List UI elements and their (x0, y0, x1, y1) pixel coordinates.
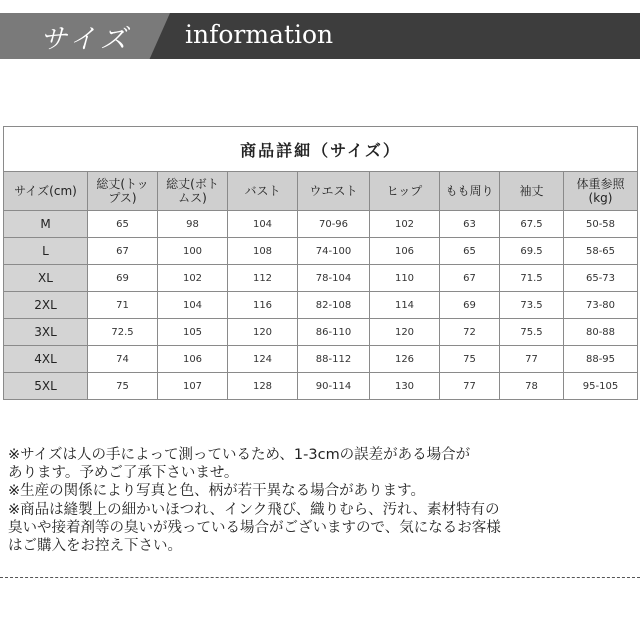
table-cell: 69.5 (500, 238, 564, 265)
table-cell: 110 (370, 265, 440, 292)
column-header-text: プス) (108, 191, 137, 205)
column-header-text: ウエスト (309, 184, 358, 198)
table-cell: 112 (228, 265, 298, 292)
table-cell: 100 (158, 238, 228, 265)
dashed-divider (0, 577, 640, 578)
table-cell: 86-110 (298, 319, 370, 346)
size-label-cell: 2XL (4, 292, 88, 319)
table-cell: 67.5 (500, 211, 564, 238)
column-header (500, 172, 564, 211)
table-cell: 90-114 (298, 373, 370, 400)
table-cell: 75 (440, 346, 500, 373)
table-cell: 77 (500, 346, 564, 373)
note-line: はご購入をお控え下さい。 (8, 538, 182, 555)
table-cell: 104 (228, 211, 298, 238)
table-cell: 124 (228, 346, 298, 373)
header-title-en: information (185, 20, 334, 49)
note-line: ※生産の関係により写真と色、柄が若干異なる場合があります。 (8, 483, 425, 500)
note-line: ※サイズは人の手によって測っているため、1-3cmの誤差がある場合が (8, 447, 471, 463)
notes-list (8, 446, 636, 555)
table-cell: 73.5 (500, 292, 564, 319)
size-table (3, 126, 637, 400)
table-cell: 82-108 (298, 292, 370, 319)
table-cell: 88-112 (298, 346, 370, 373)
table-row (4, 238, 638, 265)
column-header (440, 172, 500, 211)
table-cell: 74 (88, 346, 158, 373)
table-row (4, 346, 638, 373)
table-cell: 120 (228, 319, 298, 346)
table-cell: 130 (370, 373, 440, 400)
column-header-text: 総丈(トッ (96, 177, 149, 191)
column-header-text: 体重参照 (576, 177, 625, 191)
table-body (4, 211, 638, 400)
table-cell: 74-100 (298, 238, 370, 265)
table-cell: 71.5 (500, 265, 564, 292)
table-cell: 102 (370, 211, 440, 238)
size-label-cell: 4XL (4, 346, 88, 373)
table-cell: 95-105 (564, 373, 638, 400)
column-header (158, 172, 228, 211)
table-row (4, 373, 638, 400)
table-cell: 75.5 (500, 319, 564, 346)
column-header (228, 172, 298, 211)
note-line: ※商品は縫製上の細かいほつれ、インク飛び、織りむら、汚れ、素材特有の (8, 501, 500, 518)
table-cell: 116 (228, 292, 298, 319)
size-label-cell: L (4, 238, 88, 265)
column-header-text: もも周り (445, 184, 494, 198)
column-header (564, 172, 638, 211)
table-cell: 65 (88, 211, 158, 238)
table-cell: 120 (370, 319, 440, 346)
column-header-text: サイズ(cm) (14, 184, 77, 198)
table-cell: 107 (158, 373, 228, 400)
column-header-text: ムス) (178, 191, 207, 205)
table-cell: 104 (158, 292, 228, 319)
table-row (4, 319, 638, 346)
note-line: あります。予めご了承下さいませ。 (8, 465, 239, 482)
column-header (88, 172, 158, 211)
size-label-cell: 5XL (4, 373, 88, 400)
table-cell: 67 (88, 238, 158, 265)
table-row (4, 211, 638, 238)
table-cell: 67 (440, 265, 500, 292)
table-cell: 71 (88, 292, 158, 319)
header-banner (0, 13, 640, 59)
table-cell: 128 (228, 373, 298, 400)
column-header (4, 172, 88, 211)
size-label-cell: 3XL (4, 319, 88, 346)
table-header-row (4, 172, 638, 211)
column-header-text: バスト (244, 184, 281, 198)
table-cell: 105 (158, 319, 228, 346)
table-cell: 108 (228, 238, 298, 265)
table-cell: 114 (370, 292, 440, 319)
header-title-jp: サイズ (40, 24, 131, 55)
table-cell: 63 (440, 211, 500, 238)
table-cell: 58-65 (564, 238, 638, 265)
table-cell: 102 (158, 265, 228, 292)
table-cell: 80-88 (564, 319, 638, 346)
table-cell: 75 (88, 373, 158, 400)
note-line: 臭いや接着剤等の臭いが残っている場合がございますので、気になるお客様 (8, 519, 501, 536)
table-cell: 72.5 (88, 319, 158, 346)
column-header (370, 172, 440, 211)
table-cell: 69 (440, 292, 500, 319)
table-cell: 73-80 (564, 292, 638, 319)
table-cell: 98 (158, 211, 228, 238)
column-header-text: 袖丈 (519, 184, 544, 198)
table-cell: 77 (440, 373, 500, 400)
column-header-text: 総丈(ボト (166, 177, 219, 191)
table-cell: 106 (370, 238, 440, 265)
table-cell: 65-73 (564, 265, 638, 292)
table-cell: 88-95 (564, 346, 638, 373)
table-cell: 72 (440, 319, 500, 346)
table-cell: 78-104 (298, 265, 370, 292)
table-title: 商品詳細（サイズ） (4, 127, 638, 172)
table-cell: 126 (370, 346, 440, 373)
column-header (298, 172, 370, 211)
table-cell: 78 (500, 373, 564, 400)
table-cell: 70-96 (298, 211, 370, 238)
table-row (4, 292, 638, 319)
table-cell: 50-58 (564, 211, 638, 238)
column-header-text: ヒップ (386, 184, 423, 198)
table-cell: 69 (88, 265, 158, 292)
table-row (4, 265, 638, 292)
column-header-text: (kg) (588, 191, 613, 205)
table-cell: 106 (158, 346, 228, 373)
size-label-cell: XL (4, 265, 88, 292)
table-cell: 65 (440, 238, 500, 265)
size-label-cell: M (4, 211, 88, 238)
